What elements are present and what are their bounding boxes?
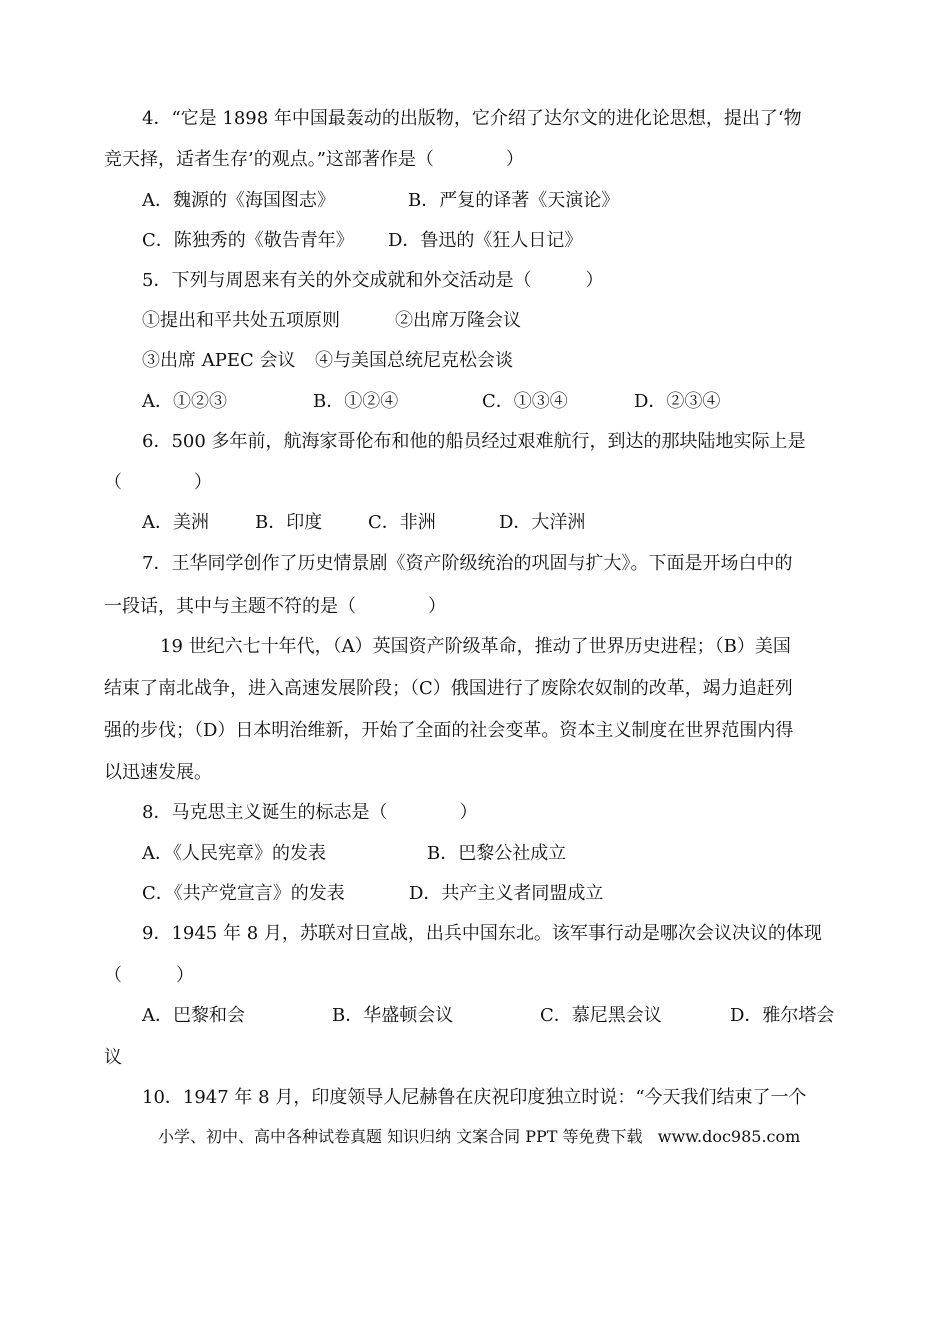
question-8-option-d: D．共产主义者同盟成立 [409,883,604,904]
question-8-option-a: A．《人民宪章》的发表 [142,843,326,864]
question-7-passage-line-3: 强的步伐；（D）日本明治维新，开始了全面的社会变革。资本主义制度在世界范围内得 [104,720,794,741]
question-6-option-d: D．大洋洲 [499,512,586,533]
question-5-item-2: ②出席万隆会议 [395,310,521,331]
question-4-line-1: 4．“它是 1898 年中国最轰动的出版物，它介绍了达尔文的进化论思想，提出了‘物 [142,108,802,129]
question-9-option-d: D．雅尔塔会 [730,1005,835,1026]
question-9-line-2: （ ） [104,965,194,986]
question-9-line-1: 9．1945 年 8 月，苏联对日宣战，出兵中国东北。该军事行动是哪次会议决议的体现 [142,923,822,944]
question-7-line-1: 7．王华同学创作了历史情景剧《资产阶级统治的巩固与扩大》。下面是开场白中的 [142,553,793,574]
question-5-option-a: A．①②③ [142,391,227,412]
question-9-option-a: A．巴黎和会 [142,1005,245,1026]
question-7-passage-line-1: 19 世纪六七十年代，（A）英国资产阶级革命，推动了世界历史进程；（B）美国 [160,636,791,657]
question-6-option-c: C．非洲 [368,512,436,533]
question-7-passage-line-2: 结束了南北战争，进入高速发展阶段；（C）俄国进行了废除农奴制的改革，竭力追赶列 [104,678,793,699]
question-10-line-1: 10．1947 年 8 月，印度领导人尼赫鲁在庆祝印度独立时说：“今天我们结束了一个 [142,1087,807,1108]
question-6-line-1: 6．500 多年前，航海家哥伦布和他的船员经过艰难航行，到达的那块陆地实际上是 [142,431,806,452]
question-5-item-4: ④与美国总统尼克松会谈 [315,350,513,371]
question-5-stem: 5．下列与周恩来有关的外交成就和外交活动是（ ） [142,270,604,291]
question-5-option-c: C．①③④ [482,391,568,412]
question-8-option-b: B．巴黎公社成立 [427,843,567,864]
question-6-option-b: B．印度 [255,512,323,533]
question-8-stem: 8．马克思主义诞生的标志是（ ） [142,802,478,823]
question-6-line-2: （ ） [104,472,212,493]
question-4-option-d: D．鲁迅的《狂人日记》 [388,230,583,251]
question-4-option-b: B．严复的译著《天演论》 [408,190,620,211]
question-7-line-2: 一段话，其中与主题不符的是（ ） [104,596,446,617]
question-9-option-c: C．慕尼黑会议 [540,1005,662,1026]
question-4-line-2: 竞天择，适者生存’的观点。”这部著作是（ ） [104,149,524,170]
question-4-option-a: A．魏源的《海国图志》 [142,190,335,211]
question-5-option-d: D．②③④ [634,391,721,412]
question-8-option-c: C．《共产党宣言》的发表 [142,883,345,904]
question-5-option-b: B．①②④ [313,391,399,412]
question-7-passage-line-4: 以迅速发展。 [104,762,212,783]
question-5-item-3: ③出席 APEC 会议 [142,350,296,371]
question-9-option-d-wrap: 议 [104,1047,122,1068]
question-4-option-c: C．陈独秀的《敬告青年》 [142,230,354,251]
question-6-option-a: A．美洲 [142,512,209,533]
question-9-option-b: B．华盛顿会议 [332,1005,454,1026]
question-5-item-1: ①提出和平共处五项原则 [142,310,340,331]
page-footer: 小学、初中、高中各种试卷真题 知识归纳 文案合同 PPT 等免费下载 www.doc985.com [158,1127,801,1146]
